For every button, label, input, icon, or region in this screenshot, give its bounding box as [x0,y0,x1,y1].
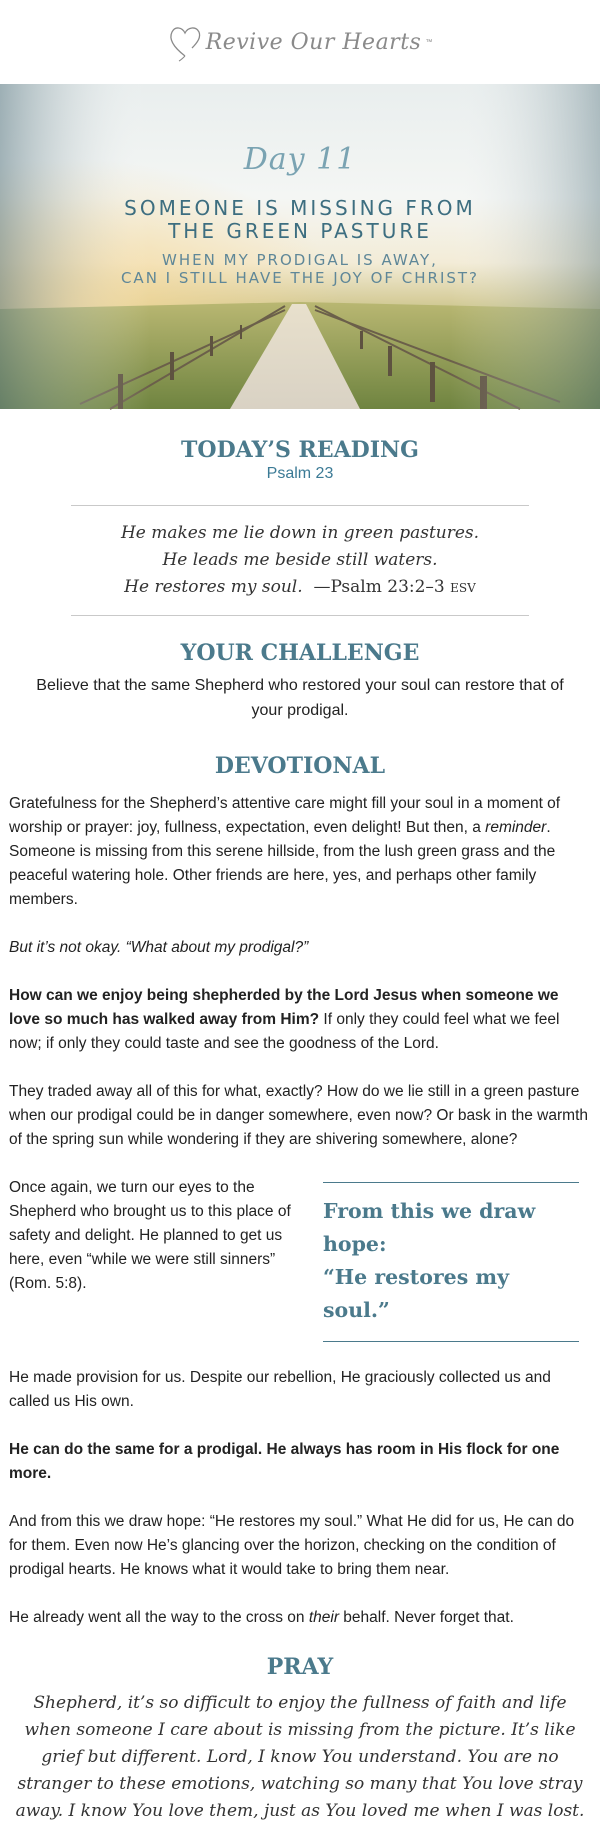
emphasis-text: reminder [485,819,547,836]
reading-reference[interactable]: Psalm 23 [266,465,334,482]
pull-quote-row [0,1176,600,1342]
prayer-text: Shepherd, it’s so difficult to enjoy the fullness of faith and life when someone I care about is missing from the picture. It’s like grief but different. Lord, I know You understand. You are no stranger to these emotions, watching so many that You love stray away. I know You love them, just as You loved me when I was lost. [15,1693,585,1821]
devotional-paragraph: And from this we draw hope: “He restores my soul.” What He did for us, He can do for them. Even now He’s glancing over the horizon, checking on the condition of prodigal hearts. He knows what it would take to bring them near. [9,1513,575,1578]
pull-quote [323,1182,579,1342]
pull-quote-rule-bottom [323,1341,579,1342]
hero-title-line1: SOMEONE IS MISSING FROM [124,196,476,220]
devotional-heading: DEVOTIONAL [214,753,386,779]
devotional-paragraph: They traded away all of this for what, exactly? How do we lie still in a green pasture when our prodigal could be in danger somewhere, even now? Or bask in the warmth of the spring sun while wondering if they are shivering somewhere, alone? [9,1083,588,1148]
devotional-paragraph: He made provision for us. Despite our rebellion, He graciously collected us and called us His own. [9,1369,551,1410]
paragraph-text: If only they could feel what we feel now; if only they could taste and see the goodness of the Lord. [9,1011,560,1052]
hero-subtitle-line2: CAN I STILL HAVE THE JOY OF CHRIST? [120,269,480,287]
divider-bottom [71,615,529,616]
devotional-paragraph [9,1606,591,1630]
pull-quote-line2: “He restores my soul.” [323,1265,509,1322]
pray-heading: PRAY [266,1654,334,1680]
reading-heading: TODAY’S READING [181,437,419,463]
paragraph-text: behalf. Never forget that. [338,1609,514,1626]
verse-line2: He leads me beside still waters. [162,550,438,570]
paragraph-text: He already went all the way to the cross on [9,1609,309,1626]
logo-trademark: ™ [425,38,433,46]
heart-logo-icon [168,22,202,62]
day-label: Day 11 [243,142,357,177]
bold-text: How can we enjoy being shepherded by the Lord Jesus when someone we love so much has walked away from Him? [9,987,559,1028]
logo[interactable] [168,22,433,62]
pull-quote-line1: From this we draw hope: [323,1199,536,1256]
scripture-passage [0,520,600,602]
verse-line1: He makes me lie down in green pastures. [120,523,480,543]
devotional-body [0,792,600,1152]
challenge-text: Believe that the same Shepherd who restored your soul can restore that of your prodigal. [36,677,564,719]
hero-title [0,197,600,243]
devotional-paragraph [9,936,591,960]
verse-version: ESV [450,581,476,595]
devotional-paragraph [9,1438,591,1486]
emphasis-text: their [308,1609,339,1626]
devotional-body-continued [0,1366,600,1630]
header [0,0,600,84]
hero-banner [0,84,600,409]
divider-top [71,505,529,506]
devotional-paragraph: Once again, we turn our eyes to the Shepherd who brought us to this place of safety and delight. He planned to get us here, even “while we were still sinners” (Rom. 5:8). [9,1179,291,1292]
devotional-paragraph [9,984,591,1056]
challenge-heading: YOUR CHALLENGE [180,640,420,666]
pull-quote-text [323,1183,579,1341]
devotional-paragraph [9,792,591,912]
reading-section [0,437,600,483]
verse-line3-text: He restores my soul. [124,577,303,597]
logo-text: Revive Our Hearts [205,29,422,55]
bold-text: He can do the same for a prodigal. He always has room in His flock for one more. [9,1441,560,1482]
hero-subtitle [0,251,600,287]
verse-citation: —Psalm 23:2–3 [313,577,445,597]
hero-text [0,84,600,287]
hero-subtitle-line1: WHEN MY PRODIGAL IS AWAY, [162,251,438,269]
paragraph-text: Gratefulness for the Shepherd’s attentive care might fill your soul in a moment of worship or prayer: joy, fullness, expectation, even delight! But then, a [9,795,561,836]
hero-title-line2: THE GREEN PASTURE [168,219,432,243]
emphasis-text: But it’s not okay. “What about my prodigal?” [9,939,309,956]
verse-line3 [0,574,600,602]
paragraph-text: . Someone is missing from this serene hillside, from the lush green grass and the peaceful watering hole. Other friends are here, yes, and perhaps other family members. [9,819,556,908]
